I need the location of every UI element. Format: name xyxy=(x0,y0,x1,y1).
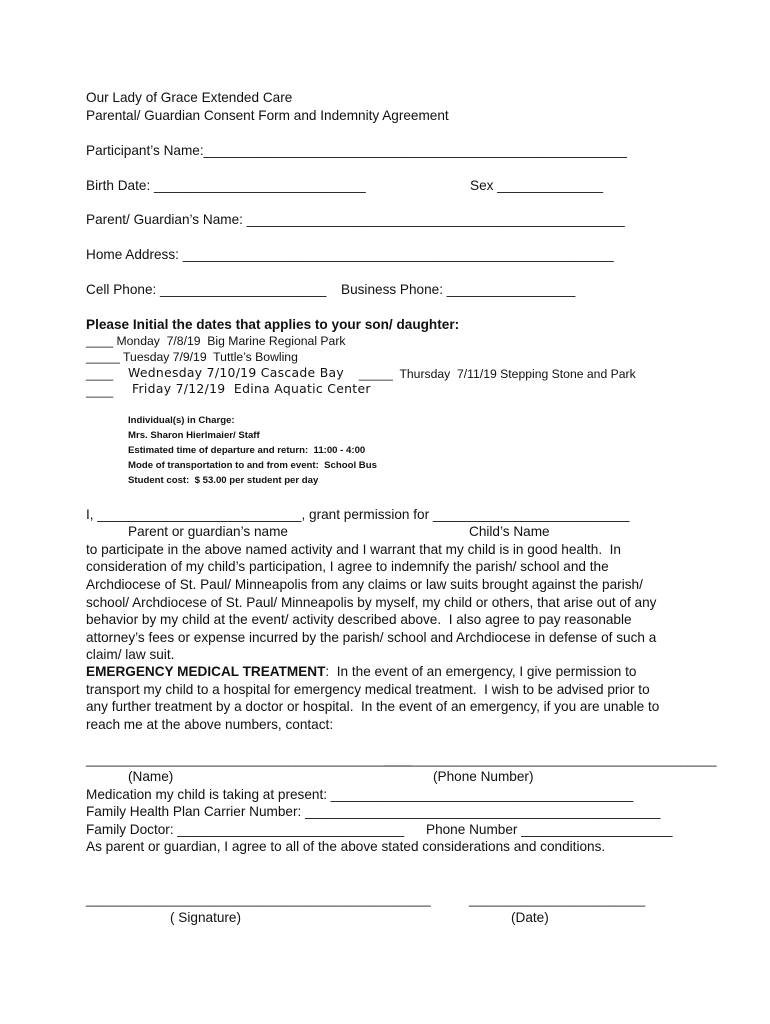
date-monday: ____ Monday 7/8/19 Big Marine Regional Park xyxy=(86,334,346,348)
home-address-field: Home Address: _________________________________________________________ xyxy=(86,247,614,262)
paragraph-line: attorney’s fees or expense incurred by the parish/ school and Archdiocese in defense of such a xyxy=(86,630,657,645)
participant-name-field: Participant’s Name:________________________________________________________ xyxy=(86,143,627,158)
parent-name-caption: Parent or guardian’s name xyxy=(128,524,288,539)
cell-phone-field: Cell Phone: ______________________ xyxy=(86,282,327,297)
paragraph-line: claim/ law suit. xyxy=(86,647,175,662)
info-in-charge-label: Individual(s) in Charge: xyxy=(128,415,235,426)
child-name-caption: Child’s Name xyxy=(469,524,550,539)
family-doctor-field: Family Doctor: ______________________________ xyxy=(86,822,405,837)
paragraph-line: reach me at the above numbers, contact: xyxy=(86,717,334,732)
health-plan-field: Family Health Plan Carrier Number: _______________________________________________ xyxy=(86,804,661,819)
info-staff: Mrs. Sharon Hierlmaier/ Staff xyxy=(128,430,260,441)
medication-field: Medication my child is taking at present: ________________________________________ xyxy=(86,787,634,802)
business-phone-field: Business Phone: _________________ xyxy=(341,282,576,297)
agreement-statement: As parent or guardian, I agree to all of the above stated considerations and conditions. xyxy=(86,839,606,854)
date-caption: (Date) xyxy=(511,910,549,925)
contact-name-caption: (Name) xyxy=(128,769,174,784)
emergency-heading: EMERGENCY MEDICAL TREATMENT xyxy=(86,664,326,679)
birth-date-field: Birth Date: ____________________________ xyxy=(86,178,366,193)
date-tuesday: _____ Tuesday 7/9/19 Tuttle’s Bowling xyxy=(86,350,298,364)
sex-field: Sex ______________ xyxy=(470,178,604,193)
info-transport: Mode of transportation to and from event: School Bus xyxy=(128,460,377,471)
contact-name-blank: _____________________________________________ xyxy=(86,752,412,767)
parent-name-field: Parent/ Guardian’s Name: __________________________________________________ xyxy=(86,212,625,227)
paragraph-line: to participate in the above named activity and I warrant that my child is in good health. In xyxy=(86,542,621,557)
date-thursday: _____ Thursday 7/11/19 Stepping Stone and Park xyxy=(359,367,636,381)
signature-caption: ( Signature) xyxy=(170,910,242,925)
paragraph-line: consideration of my child’s participation, I agree to indemnify the parish/ school and the xyxy=(86,559,609,574)
date-wednesday-blank: ____ xyxy=(86,367,114,381)
contact-phone-caption: (Phone Number) xyxy=(433,769,534,784)
date-blank: ________________________ xyxy=(469,892,646,907)
emergency-first-line xyxy=(86,665,636,679)
paragraph-line: transport my child to a hospital for emergency medical treatment. I wish to be advised prior to xyxy=(86,682,650,697)
paragraph-line: behavior by my child at the event/ activity described above. I also agree to pay reasonable xyxy=(86,612,632,627)
signature-blank: _______________________________________________ xyxy=(86,892,431,907)
paragraph-line: any further treatment by a doctor or hospital. In the event of an emergency, if you are unable to xyxy=(86,699,660,714)
date-wednesday: Wednesday 7/10/19 Cascade Bay xyxy=(128,365,345,380)
date-friday-blank: ____ xyxy=(86,384,114,398)
form-title: Parental/ Guardian Consent Form and Indemnity Agreement xyxy=(86,108,449,123)
date-friday: Friday 7/12/19 Edina Aquatic Center xyxy=(132,381,371,396)
contact-phone-blank: ______________________________________________ xyxy=(384,752,717,767)
info-cost: Student cost: $ 53.00 per student per day xyxy=(128,475,319,486)
form-org-title: Our Lady of Grace Extended Care xyxy=(86,90,293,105)
permission-line: I, ___________________________, grant permission for __________________________ xyxy=(86,507,630,522)
dates-heading: Please Initial the dates that applies to your son/ daughter: xyxy=(86,317,460,332)
emergency-text: : In the event of an emergency, I give permission to xyxy=(325,664,637,679)
info-time: Estimated time of departure and return: 11:00 - 4:00 xyxy=(128,445,366,456)
paragraph-line: Archdiocese of St. Paul/ Minneapolis from any claims or law suits brought against the parish/ xyxy=(86,577,643,592)
doctor-phone-field: Phone Number ____________________ xyxy=(426,822,673,837)
paragraph-line: school/ Archdiocese of St. Paul/ Minneapolis by myself, my child or others, that arise out of any xyxy=(86,595,657,610)
